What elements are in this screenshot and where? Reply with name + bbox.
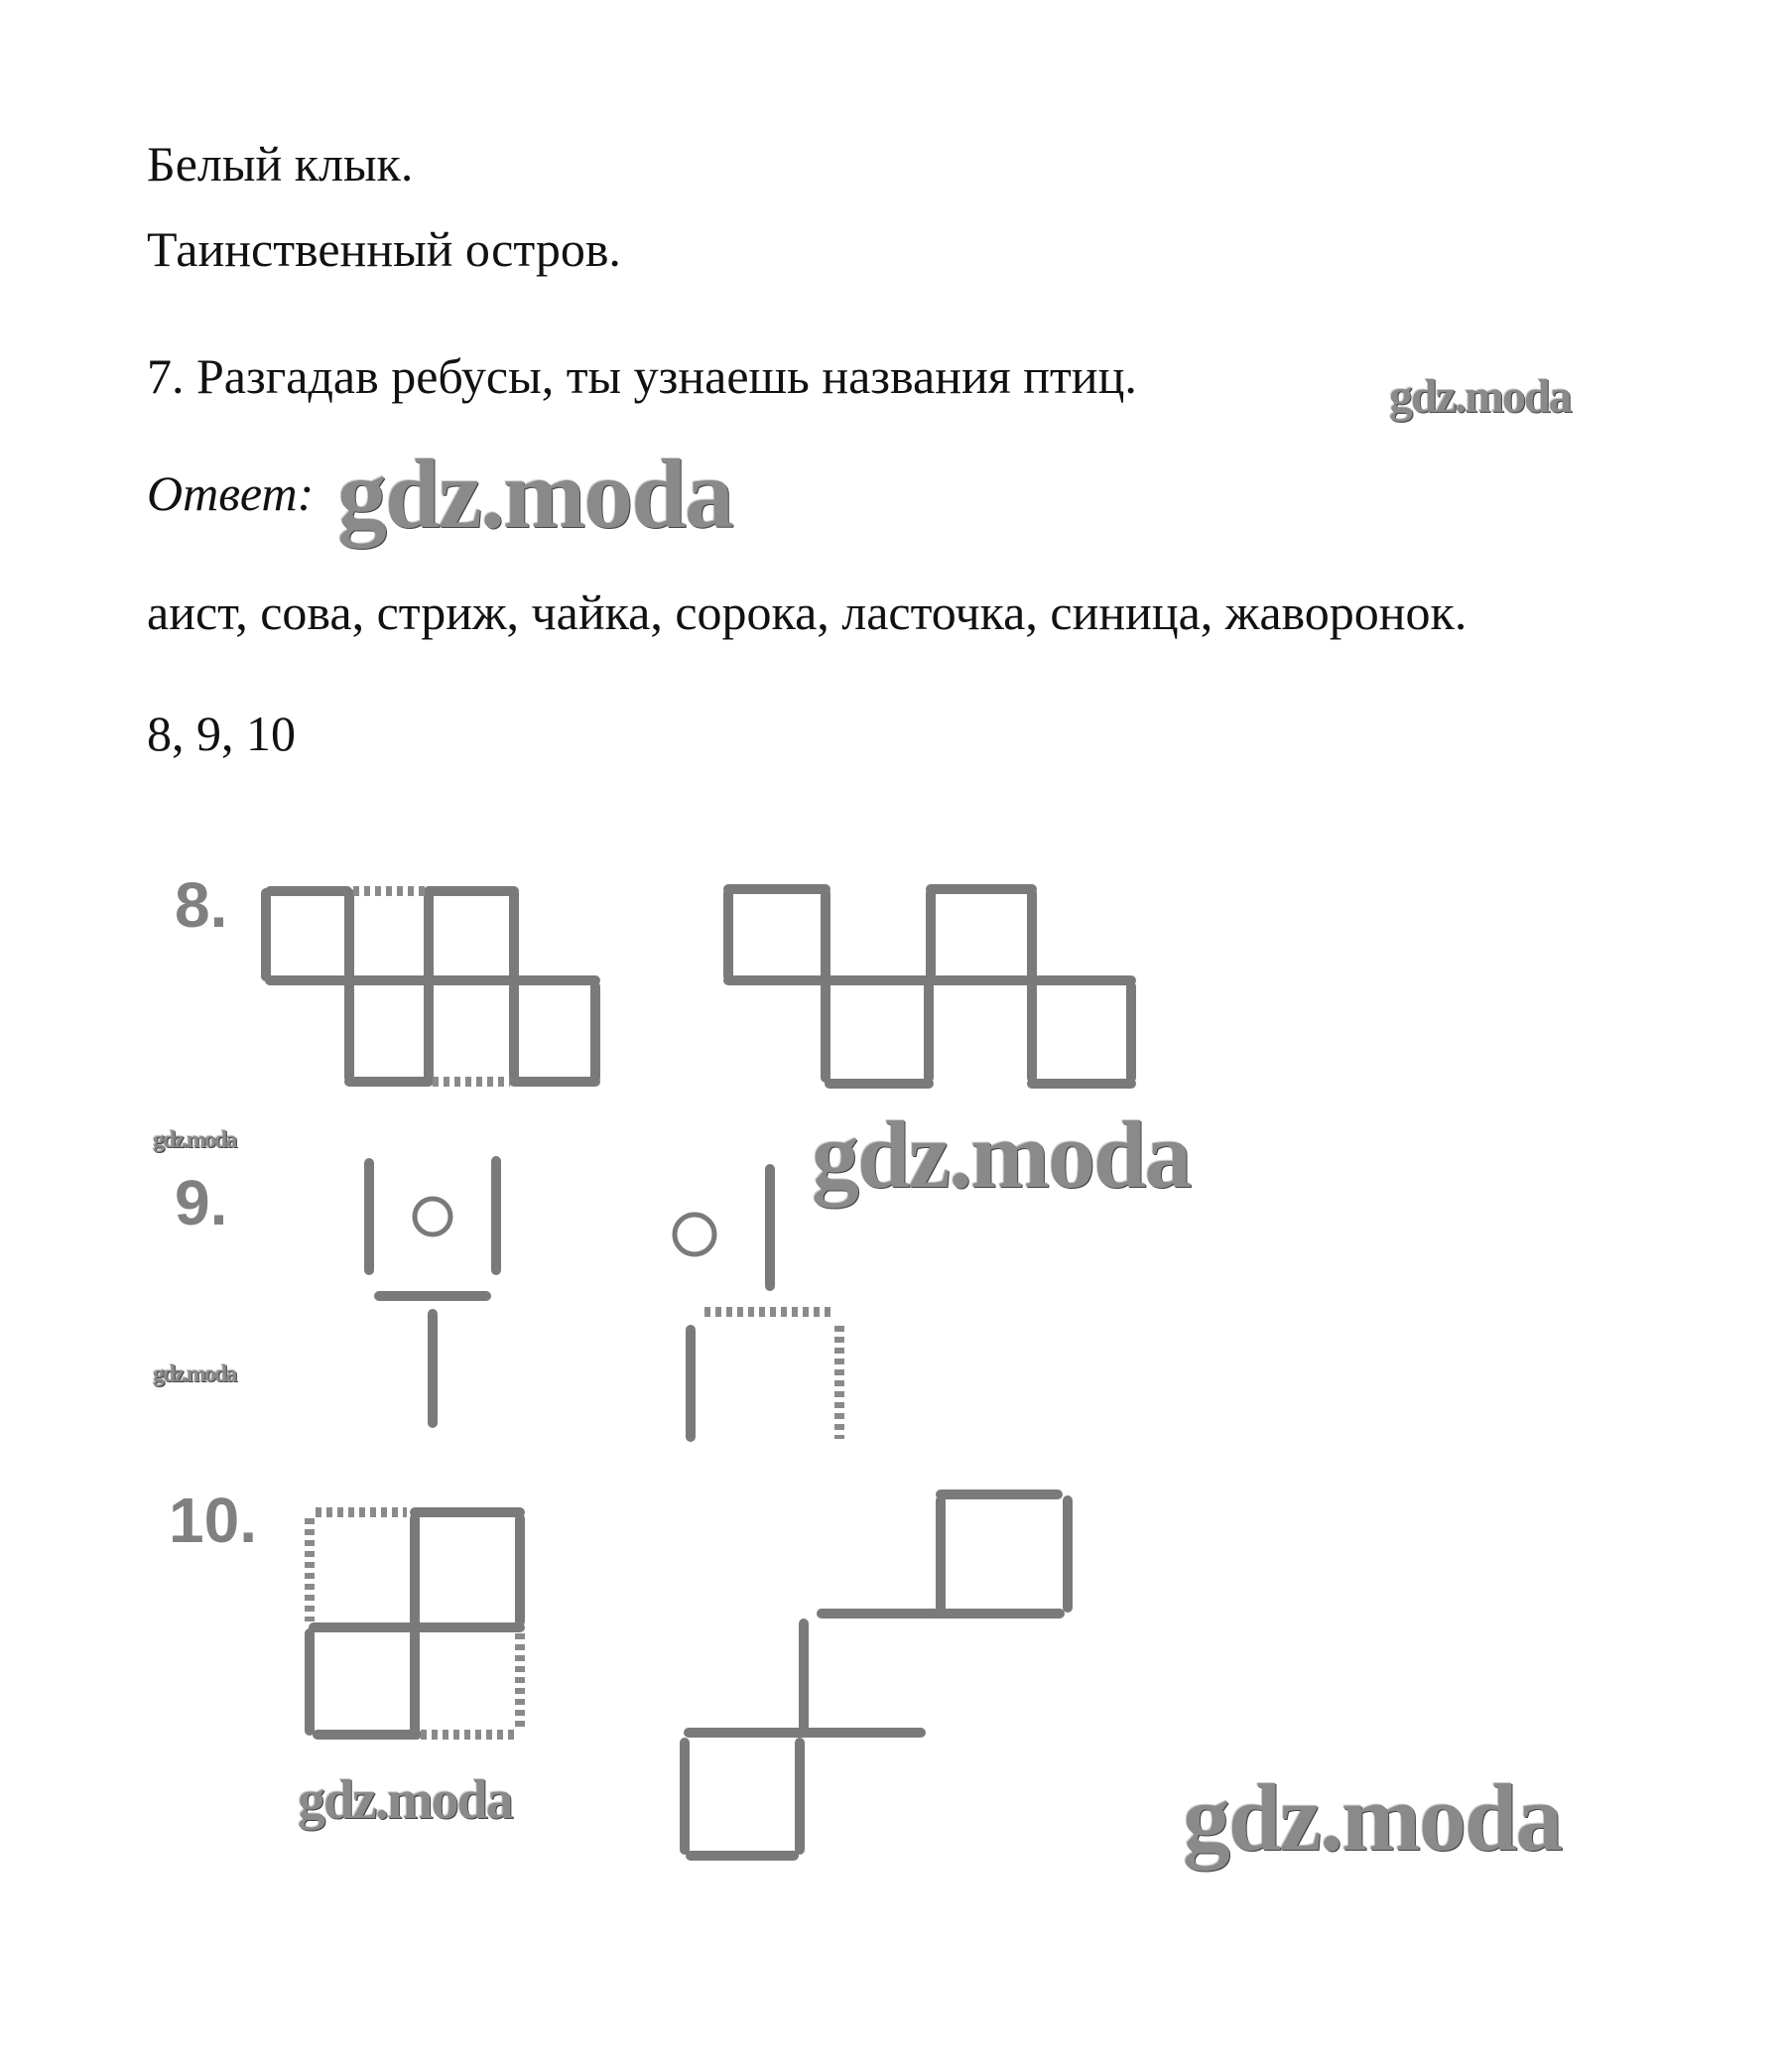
answer-text: аист, сова, стриж, чайка, сорока, ласточка, синица, жаворонок. <box>147 584 1467 640</box>
task-7-text: 7. Разгадав ребусы, ты узнаешь названия птиц. <box>147 348 1137 404</box>
puzzle-8-number: 8. <box>175 869 228 941</box>
watermark-logo: gdz.moda <box>298 1769 512 1831</box>
watermark-logo: gdz.moda <box>812 1101 1191 1208</box>
watermark-logo: gdz.moda <box>153 1127 236 1153</box>
puzzle-9-number: 9. <box>175 1167 228 1238</box>
watermark-logo: gdz.moda <box>1183 1764 1562 1871</box>
puzzle-8-right <box>728 889 1131 1084</box>
puzzle-10-left <box>310 1512 520 1735</box>
puzzle-10-right <box>685 1494 1068 1856</box>
watermark-logo: gdz.moda <box>1389 370 1571 423</box>
watermark-logo: gdz.moda <box>153 1361 236 1387</box>
text-line-mysterious-island: Таинственный остров. <box>147 221 621 277</box>
watermark-logo: gdz.moda <box>337 439 732 549</box>
puzzle-10-number: 10. <box>169 1485 257 1556</box>
answer-label: Ответ: <box>147 465 315 521</box>
puzzle-9-right <box>675 1169 839 1439</box>
text-line-white-fang: Белый клык. <box>147 136 414 192</box>
puzzle-9-left <box>369 1161 496 1423</box>
puzzle-8-left <box>266 891 595 1082</box>
tasks-heading: 8, 9, 10 <box>147 706 296 761</box>
